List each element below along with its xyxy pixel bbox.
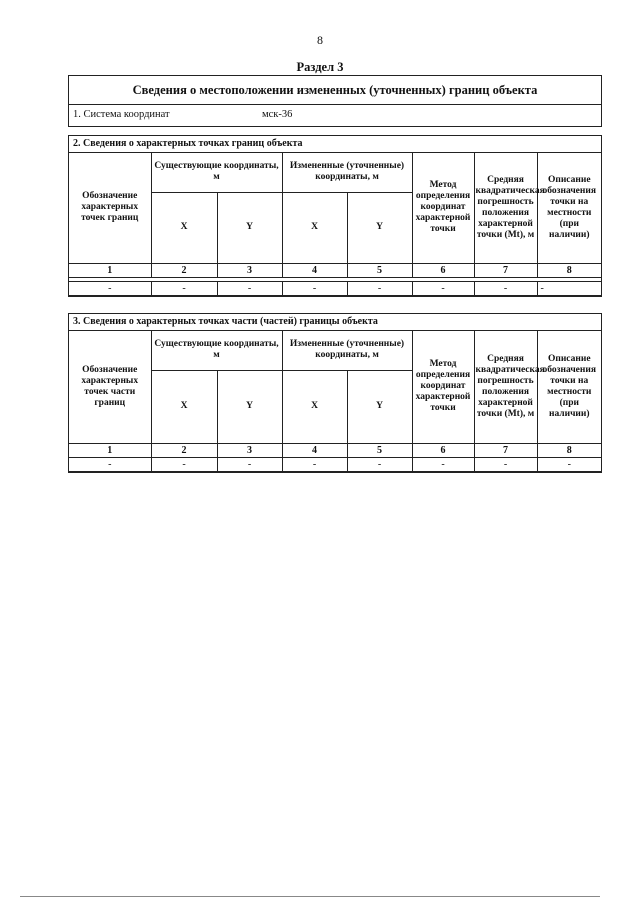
header-accuracy: Средняя квадратическая погрешность положения характерной точки (Mt), м bbox=[474, 331, 537, 443]
table-cell: - bbox=[474, 457, 537, 471]
table-cell: - bbox=[412, 281, 474, 295]
column-number: 1 bbox=[69, 263, 151, 277]
table-cell: - bbox=[282, 281, 347, 295]
header-description: Описание обозначения точки на местности (при наличии) bbox=[537, 331, 601, 443]
table-cell: - bbox=[151, 281, 217, 295]
table-row bbox=[69, 457, 601, 471]
coordinate-system-value: мск-36 bbox=[262, 109, 293, 120]
table-row bbox=[69, 281, 601, 295]
table-cell: - bbox=[474, 281, 537, 295]
column-number: 3 bbox=[217, 443, 282, 457]
header-existing-y: Y bbox=[217, 370, 282, 443]
coordinate-system-row bbox=[68, 105, 602, 127]
column-number: 2 bbox=[151, 443, 217, 457]
part-boundary-points-table bbox=[69, 331, 601, 472]
table-cell: - bbox=[69, 281, 151, 295]
header-description: Описание обозначения точки на местности (при наличии) bbox=[537, 153, 601, 263]
table-cell: - bbox=[537, 281, 601, 295]
header-existing-y: Y bbox=[217, 192, 282, 263]
boundary-points-table bbox=[69, 153, 601, 296]
column-number: 8 bbox=[537, 263, 601, 277]
column-number: 4 bbox=[282, 263, 347, 277]
header-changed-coords: Измененные (уточненные) координаты, м bbox=[282, 331, 412, 370]
table-cell: - bbox=[217, 281, 282, 295]
header-accuracy: Средняя квадратическая погрешность положения характерной точки (Mt), м bbox=[474, 153, 537, 263]
column-number: 7 bbox=[474, 443, 537, 457]
header-method: Метод определения координат характерной точки bbox=[412, 331, 474, 443]
column-number: 1 bbox=[69, 443, 151, 457]
table-cell: - bbox=[347, 281, 412, 295]
boundary-points-title: 2. Сведения о характерных точках границ объекта bbox=[69, 136, 601, 153]
header-existing-x: X bbox=[151, 370, 217, 443]
part-boundary-points-section bbox=[68, 313, 602, 473]
table-cell: - bbox=[151, 457, 217, 471]
document-title: Сведения о местоположении измененных (уточненных) границ объекта bbox=[68, 75, 602, 105]
boundary-points-section bbox=[68, 135, 602, 297]
column-number: 4 bbox=[282, 443, 347, 457]
table-cell: - bbox=[537, 457, 601, 471]
header-existing-x: X bbox=[151, 192, 217, 263]
table-cell: - bbox=[412, 457, 474, 471]
header-changed-coords: Измененные (уточненные) координаты, м bbox=[282, 153, 412, 192]
header-designation: Обозначение характерных точек части границ bbox=[69, 331, 151, 443]
page-bottom-edge bbox=[20, 896, 600, 897]
column-number: 6 bbox=[412, 443, 474, 457]
coordinate-system-label: 1. Система координат bbox=[73, 109, 170, 120]
column-number: 6 bbox=[412, 263, 474, 277]
column-numbers-row bbox=[69, 263, 601, 277]
header-changed-x: X bbox=[282, 192, 347, 263]
header-method: Метод определения координат характерной точки bbox=[412, 153, 474, 263]
column-number: 5 bbox=[347, 443, 412, 457]
header-changed-y: Y bbox=[347, 370, 412, 443]
column-number: 7 bbox=[474, 263, 537, 277]
table-cell: - bbox=[217, 457, 282, 471]
column-number: 3 bbox=[217, 263, 282, 277]
column-number: 2 bbox=[151, 263, 217, 277]
header-designation: Обозначение характерных точек границ bbox=[69, 153, 151, 263]
table-cell: - bbox=[347, 457, 412, 471]
column-number: 5 bbox=[347, 263, 412, 277]
header-existing-coords: Существующие координаты, м bbox=[151, 153, 282, 192]
page-number: 8 bbox=[317, 33, 323, 47]
column-number: 8 bbox=[537, 443, 601, 457]
header-existing-coords: Существующие координаты, м bbox=[151, 331, 282, 370]
table-cell: - bbox=[282, 457, 347, 471]
table-cell: - bbox=[69, 457, 151, 471]
header-changed-x: X bbox=[282, 370, 347, 443]
header-changed-y: Y bbox=[347, 192, 412, 263]
part-boundary-points-title: 3. Сведения о характерных точках части (частей) границы объекта bbox=[69, 314, 601, 331]
section-title: Раздел 3 bbox=[296, 60, 344, 74]
column-numbers-row bbox=[69, 443, 601, 457]
